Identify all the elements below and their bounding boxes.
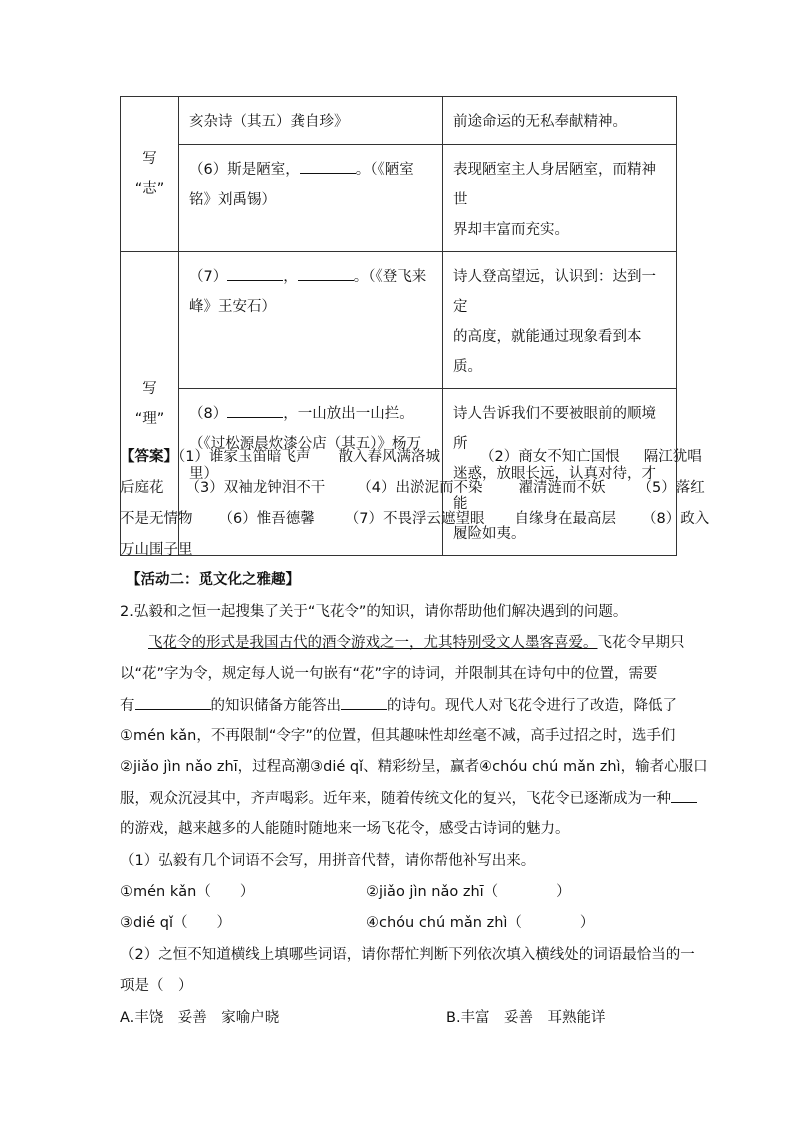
answer-item: 不是无情物	[120, 511, 193, 527]
answer-line-2	[120, 478, 705, 498]
answer-blank[interactable]	[227, 401, 283, 418]
answer-item: 万山围子里	[120, 542, 193, 558]
cell-question-8	[179, 389, 443, 556]
fill-blank[interactable]	[341, 695, 387, 710]
answer-item: （1）谁家玉笛暗飞声	[178, 449, 311, 465]
answer-item: （2）商女不知亡国恨	[479, 449, 620, 465]
fill-blank[interactable]	[135, 695, 211, 710]
answer-item: （4）出淤泥而不染	[357, 480, 483, 496]
passage-text: 飞花令早期只	[597, 635, 685, 651]
q8-source-1: （《过松源晨炊漆公店（其五）》杨万	[189, 436, 421, 452]
q6-prefix: （6）斯是陋室，	[189, 162, 300, 178]
cell-question-7	[179, 252, 443, 389]
q8-prefix: （8）	[189, 406, 228, 422]
category-zhi	[121, 97, 179, 252]
category-li-label: 写 “理”	[134, 380, 165, 427]
q6-suffix: 。（《陋室	[355, 162, 414, 178]
q7-source: 峰》王安石）	[189, 299, 276, 315]
pinyin-item-4[interactable]: ④chóu chú mǎn zhì（ ）	[366, 915, 595, 931]
q7-suffix: 。（《登飞来	[353, 269, 427, 285]
sub-question-1: （1）弘毅有几个词语不会写，用拼音代替，请你帮他补写出来。	[120, 853, 536, 869]
meaning-7-line2: 的高度，就能通过现象看到本质。	[453, 329, 642, 375]
meaning-text: 前途命运的无私奉献精神。	[453, 114, 627, 130]
sub-question-2-line-2: 项是（ ）	[120, 978, 193, 994]
answer-item: （8）政入	[641, 511, 710, 527]
underlined-sentence: 飞花令的形式是我国古代的酒令游戏之一，尤其特别受文人墨客喜爱。	[148, 635, 598, 651]
meaning-6-line1: 表现陋室主人身居陋室，而精神世	[453, 162, 656, 208]
answer-item: （5）落红	[637, 480, 705, 496]
answer-line-4	[120, 540, 193, 560]
answer-item: 濯清涟而不妖	[518, 480, 606, 496]
fill-blank[interactable]	[671, 788, 697, 803]
question-2: 2.弘毅和之恒一起搜集了关于“飞花令”的知识，请你帮助他们解决遇到的问题。	[120, 604, 628, 620]
answer-item: （7）不畏浮云遮望眼	[344, 511, 485, 527]
meaning-7-line1: 诗人登高望远，认识到：达到一定	[453, 269, 656, 315]
answer-item: 散入春风满洛城	[338, 449, 440, 465]
answer-item: 后庭花	[120, 480, 164, 496]
answer-tag: 【答案】	[120, 449, 178, 465]
passage-text: 的诗句。现代人对飞花令进行了改造，降低了	[387, 698, 677, 714]
cell-meaning-7	[443, 252, 677, 389]
answer-blank[interactable]	[227, 264, 283, 281]
meaning-8-line1: 诗人告诉我们不要被眼前的顺境所	[453, 406, 656, 452]
option-b[interactable]: B.丰富 妥善 耳熟能详	[446, 1010, 606, 1026]
poem-source-text: 亥杂诗（其五）龚自珍》	[189, 114, 349, 130]
pinyin-item-2[interactable]: ②jiǎo jìn nǎo zhī（ ）	[366, 884, 571, 900]
passage-line-1	[148, 633, 685, 653]
passage-line-6	[120, 788, 697, 809]
q8-suffix: ，一山放出一山拦。	[283, 406, 414, 422]
passage-line-3	[120, 695, 677, 716]
pinyin-item-1[interactable]: ①mén kǎn（ ）	[120, 884, 255, 900]
q8-source-2: 里）	[189, 466, 218, 482]
passage-line-2: 以“花”字为令，规定每人说一句嵌有“花”字的诗词，并限制其在诗句中的位置，需要	[120, 666, 658, 682]
cell-meaning	[443, 97, 677, 145]
q7-prefix: （7）	[189, 269, 228, 285]
meaning-8-line3: 履险如夷。	[453, 526, 526, 542]
sub-question-2-line-1: （2）之恒不知道横线上填哪些词语，请你帮忙判断下列依次填入横线处的词语最恰当的一	[120, 947, 695, 963]
cell-poem-source	[179, 97, 443, 145]
meaning-8-line2: 迷惑，放眼长远，认真对待，才能	[453, 466, 656, 512]
answer-blank[interactable]	[300, 157, 356, 174]
answer-line-1	[120, 447, 702, 467]
passage-text: 有	[120, 698, 135, 714]
answer-item: 自缘身在最高层	[514, 511, 616, 527]
cell-meaning-8	[443, 389, 677, 556]
q6-source: 铭》刘禹锡）	[189, 192, 276, 208]
answer-item: （3）双袖龙钟泪不干	[185, 480, 326, 496]
q7-comma: ，	[283, 269, 298, 285]
cell-question-6	[179, 145, 443, 252]
answer-item: （6）惟吾德馨	[218, 511, 315, 527]
passage-text: 服，观众沉浸其中，齐声喝彩。近年来，随着传统文化的复兴，飞花令已逐渐成为一种	[120, 791, 671, 807]
cell-meaning-6	[443, 145, 677, 252]
answer-line-3	[120, 509, 709, 529]
passage-line-5: ②jiǎo jìn nǎo zhī，过程高潮③dié qǐ、精彩纷呈，赢者④chóu chú mǎn zhì，输者心服口	[120, 759, 708, 775]
meaning-6-line2: 界却丰富而充实。	[453, 222, 569, 238]
passage-text: 的知识储备方能答出	[210, 698, 341, 714]
activity-title: 【活动二：觅文化之雅趣】	[126, 572, 300, 588]
option-a[interactable]: A.丰饶 妥善 家喻户晓	[120, 1010, 280, 1026]
category-zhi-label: 写 “志”	[134, 151, 165, 197]
pinyin-item-3[interactable]: ③dié qǐ（ ）	[120, 915, 231, 931]
passage-line-7: 的游戏，越来越多的人能随时随地来一场飞花令，感受古诗词的魅力。	[120, 821, 570, 837]
answer-blank[interactable]	[298, 264, 354, 281]
answer-item: 隔江犹唱	[643, 449, 702, 465]
passage-line-4: ①mén kǎn，不再限制“令字”的位置，但其趣味性却丝毫不减，高手过招之时，选手们	[120, 728, 676, 744]
